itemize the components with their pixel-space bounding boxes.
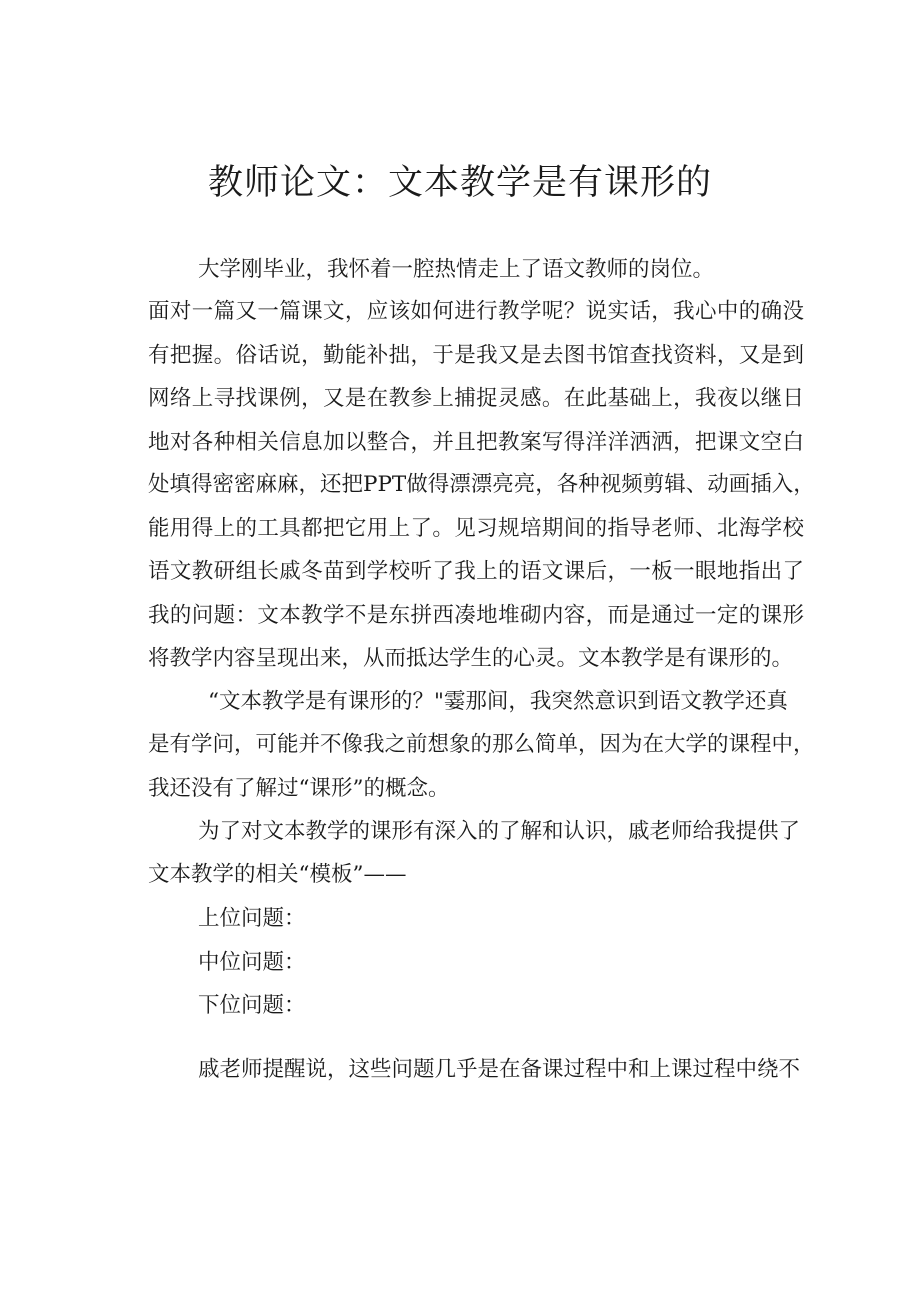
paragraph-line: 大学刚毕业，我怀着一腔热情走上了语文教师的岗位。 [198, 257, 715, 282]
paragraph-line: “文本教学是有课形的？"霎那间，我突然意识到语文教学还真 [208, 689, 788, 714]
paragraph-line: 有把握。俗话说，勤能补拙，于是我又是去图书馆查找资料，又是到 [148, 343, 804, 368]
paragraph-line: 将教学内容呈现出来，从而抵达学生的心灵。文本教学是有课形的。 [148, 646, 794, 671]
paragraph-line: 为了对文本教学的课形有深入的了解和认识，戚老师给我提供了 [198, 819, 801, 844]
paragraph-line: 能用得上的工具都把它用上了。见习规培期间的指导老师、北海学校 [148, 516, 804, 541]
paragraph-line: 面对一篇又一篇课文，应该如何进行教学呢？说实话，我心中的确没 [148, 299, 804, 324]
document-title: 教师论文：文本教学是有课形的 [207, 163, 712, 203]
paragraph-line: 网络上寻找课例，又是在教参上捕捉灵感。在此基础上，我夜以继日 [148, 386, 804, 411]
paragraph-line: 语文教研组长戚冬苗到学校听了我上的语文课后，一板一眼地指出了 [148, 559, 804, 584]
list-item: 上位问题： [198, 906, 306, 931]
paragraph-line: 地对各种相关信息加以整合，并且把教案写得洋洋洒洒，把课文空白 [148, 430, 804, 455]
paragraph-line: 我还没有了解过“课形”的概念。 [148, 776, 450, 801]
paragraph-line: 文本教学的相关“模板”—— [148, 862, 407, 887]
list-item: 中位问题： [198, 950, 306, 975]
paragraph-line: 是有学问，可能并不像我之前想象的那么简单，因为在大学的课程中， [148, 732, 815, 757]
paragraph-line: 我的问题：文本教学不是东拼西凑地堆砌内容，而是通过一定的课形 [148, 603, 804, 628]
paragraph-line: 戚老师提醒说，这些问题几乎是在备课过程中和上课过程中绕不 [198, 1057, 801, 1082]
paragraph-line: 处填得密密麻麻，还把PPT做得漂漂亮亮，各种视频剪辑、动画插入， [148, 472, 815, 497]
list-item: 下位问题： [198, 993, 306, 1018]
